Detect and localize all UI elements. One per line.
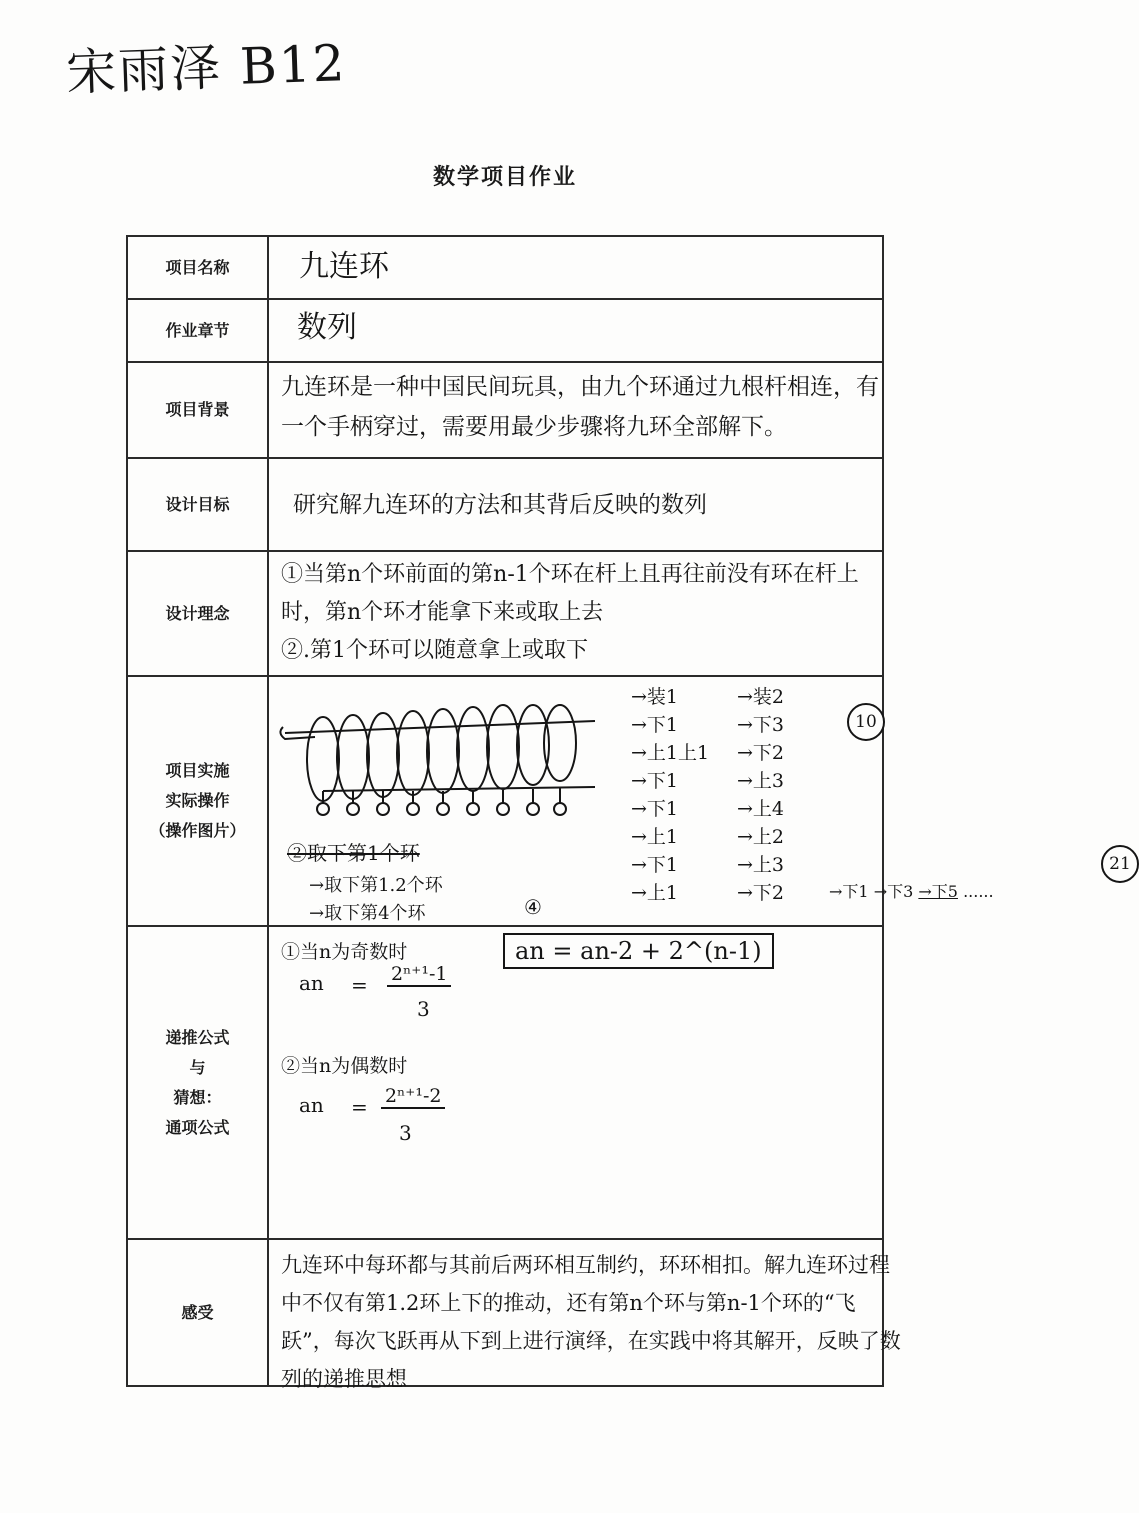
table-row xyxy=(127,926,883,1239)
step-item: →下2 xyxy=(737,742,785,764)
step-item: →装2 xyxy=(737,686,785,708)
equals-sign: = xyxy=(351,1095,368,1119)
recurrence-formula-box: an = an-2 + 2^(n-1) xyxy=(503,933,774,969)
step-item: →上2 xyxy=(737,826,785,848)
case-even-lhs: an xyxy=(299,1093,324,1117)
step-item: →下1 xyxy=(631,770,679,792)
table-row xyxy=(127,676,883,926)
chapter-value: 数列 xyxy=(297,310,357,345)
step-item: →上3 xyxy=(737,854,785,876)
row-value-background xyxy=(268,362,883,458)
ring-7 xyxy=(487,705,519,789)
case-odd-title: ①当n为奇数时 xyxy=(281,941,408,963)
step-item: →装1 xyxy=(631,686,679,708)
row-value-formula xyxy=(268,926,883,1239)
ring-3 xyxy=(367,713,399,797)
step-item: →下1 xyxy=(829,882,869,901)
table-row xyxy=(127,458,883,551)
row-value-reflection xyxy=(268,1239,901,1391)
table-row xyxy=(127,236,883,299)
crossed-note-1: ②取下第1个环 xyxy=(287,841,420,865)
table-row xyxy=(127,362,883,458)
step-item: →下1 xyxy=(631,798,679,820)
step-item: →上3 xyxy=(737,770,785,792)
step-count-21: 21 xyxy=(1101,845,1139,883)
row-label-formula xyxy=(127,926,268,1239)
steps-column-2 xyxy=(737,683,784,907)
equals-sign: = xyxy=(351,973,368,997)
row-value-implementation xyxy=(268,676,1131,926)
nine-rings-sketch xyxy=(275,691,605,841)
student-name-signature: 宋雨泽 B12 xyxy=(65,34,348,102)
row-label-background: 项目背景 xyxy=(127,362,268,458)
row-value-goal xyxy=(268,458,883,551)
note-remove-1-2: →取下第1.2个环 xyxy=(309,875,443,896)
reflection-value: 九连环中每环都与其前后两环相互制约，环环相扣。解九连环过程中不仅有第1.2环上下的推动，还有第n个环与第n-1个环的“飞跃”，每次飞跃再从下到上进行演绎，在实践中将其解开，反映了数列的递推思想 xyxy=(281,1253,901,1391)
case-odd-denominator: 3 xyxy=(417,997,430,1021)
step-item: →下3 xyxy=(873,882,914,901)
step-item: →上4 xyxy=(737,798,785,820)
case-odd-numerator: 2ⁿ⁺¹-1 xyxy=(387,963,451,987)
note-circled-4: ④ xyxy=(524,895,542,919)
row-label-chapter: 作业章节 xyxy=(127,299,268,362)
background-value: 九连环是一种中国民间玩具，由九个环通过九根杆相连，有一个手柄穿过，需要用最少步骤将九环全部解下。 xyxy=(281,374,879,440)
step-item: →下1 xyxy=(631,854,679,876)
project-form-table xyxy=(126,235,1131,1391)
goal-value: 研究解九连环的方法和其背后反映的数列 xyxy=(293,492,707,518)
row-value-concept xyxy=(268,551,883,676)
table-row xyxy=(127,551,883,676)
note-remove-4: →取下第4个环 xyxy=(309,903,426,924)
ring-4 xyxy=(397,711,429,795)
table-row xyxy=(127,299,883,362)
page-title: 数学项目作业 xyxy=(432,165,577,190)
formula-label: 递推公式 与 猜想： 通项公式 xyxy=(165,1027,230,1137)
step-item: →下3 xyxy=(737,714,785,736)
case-even-numerator: 2ⁿ⁺¹-2 xyxy=(381,1085,445,1109)
row-label-name: 项目名称 xyxy=(127,236,268,299)
steps-column-1 xyxy=(631,683,709,907)
step-item: →上1 xyxy=(631,882,679,904)
step-item: →上1上1 xyxy=(631,742,710,764)
row-label-reflection: 感受 xyxy=(127,1239,268,1386)
project-name-value: 九连环 xyxy=(299,249,389,284)
step-item: ...... xyxy=(963,882,994,901)
row-label-goal: 设计目标 xyxy=(127,458,268,551)
implementation-label: 项目实施 实际操作 （操作图片） xyxy=(149,761,246,840)
row-label-concept: 设计理念 xyxy=(127,551,268,676)
case-even-title: ②当n为偶数时 xyxy=(281,1055,408,1077)
step-count-10: 10 xyxy=(847,703,885,741)
table-row xyxy=(127,1239,883,1386)
ring-6 xyxy=(457,707,489,791)
case-odd-lhs: an xyxy=(299,971,324,995)
row-label-implementation xyxy=(127,676,268,926)
step-item: →下5 xyxy=(918,882,958,901)
steps-tail xyxy=(829,879,994,902)
case-even-denominator: 3 xyxy=(399,1121,412,1145)
ring-5 xyxy=(427,709,459,793)
row-value-name xyxy=(268,236,883,299)
concept-value: ①当第n个环前面的第n-1个环在杆上且再往前没有环在杆上时，第n个环才能拿下来或取上去 ②.第1个环可以随意拿上或取下 xyxy=(281,562,859,663)
row-value-chapter xyxy=(268,299,883,362)
ring-2 xyxy=(337,715,369,799)
step-item: →下2 xyxy=(737,882,785,904)
step-item: →下1 xyxy=(631,714,679,736)
ring-1 xyxy=(307,717,339,801)
step-item: →上1 xyxy=(631,826,679,848)
